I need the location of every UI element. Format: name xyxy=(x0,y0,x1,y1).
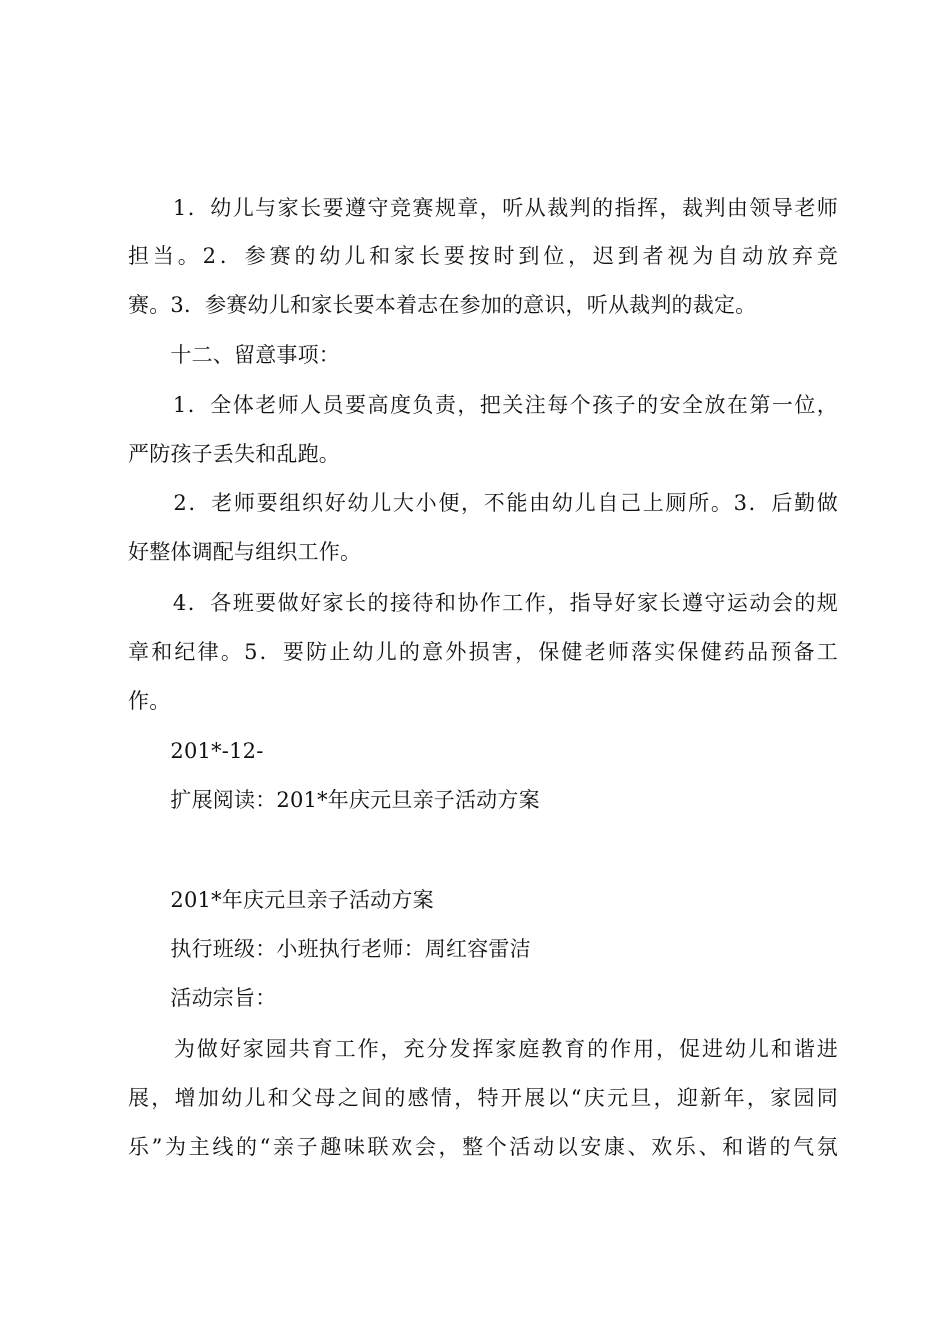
paragraph-line: 展，增加幼儿和父母之间的感情，特开展以“庆元旦，迎新年，家园同 xyxy=(128,1086,838,1110)
paragraph-line: 4．各班要做好家长的接待和协作工作，指导好家长遵守运动会的规 xyxy=(128,591,838,615)
plan-title: 201*年庆元旦亲子活动方案 xyxy=(128,888,434,912)
purpose-heading: 活动宗旨： xyxy=(128,986,277,1010)
paragraph-line: 好整体调配与组织工作。 xyxy=(128,540,362,564)
class-teacher-line: 执行班级：小班执行老师：周红容雷洁 xyxy=(128,937,531,961)
extended-reading-line: 扩展阅读：201*年庆元旦亲子活动方案 xyxy=(128,788,540,812)
paragraph-line: 1．全体老师人员要高度负责，把关注每个孩子的安全放在第一位， xyxy=(128,393,838,417)
paragraph-line: 1．幼儿与家长要遵守竞赛规章，听从裁判的指挥，裁判由领导老师 xyxy=(128,196,838,220)
paragraph-line: 为做好家园共育工作，充分发挥家庭教育的作用，促进幼儿和谐进 xyxy=(128,1037,838,1061)
paragraph-line: 乐”为主线的“亲子趣味联欢会，整个活动以安康、欢乐、和谐的气氛 xyxy=(128,1135,838,1159)
date-line: 201*-12- xyxy=(128,739,264,763)
paragraph-line: 赛。3．参赛幼儿和家长要本着志在参加的意识，听从裁判的裁定。 xyxy=(128,293,757,317)
paragraph-line: 2．老师要组织好幼儿大小便，不能由幼儿自己上厕所。3．后勤做 xyxy=(128,491,838,515)
paragraph-line: 章和纪律。5．要防止幼儿的意外损害，保健老师落实保健药品预备工 xyxy=(128,640,838,664)
section-heading: 十二、留意事项： xyxy=(128,343,340,367)
paragraph-line: 担当。2．参赛的幼儿和家长要按时到位，迟到者视为自动放弃竞 xyxy=(128,244,838,268)
paragraph-line: 严防孩子丢失和乱跑。 xyxy=(128,442,340,466)
paragraph-line: 作。 xyxy=(128,689,171,713)
